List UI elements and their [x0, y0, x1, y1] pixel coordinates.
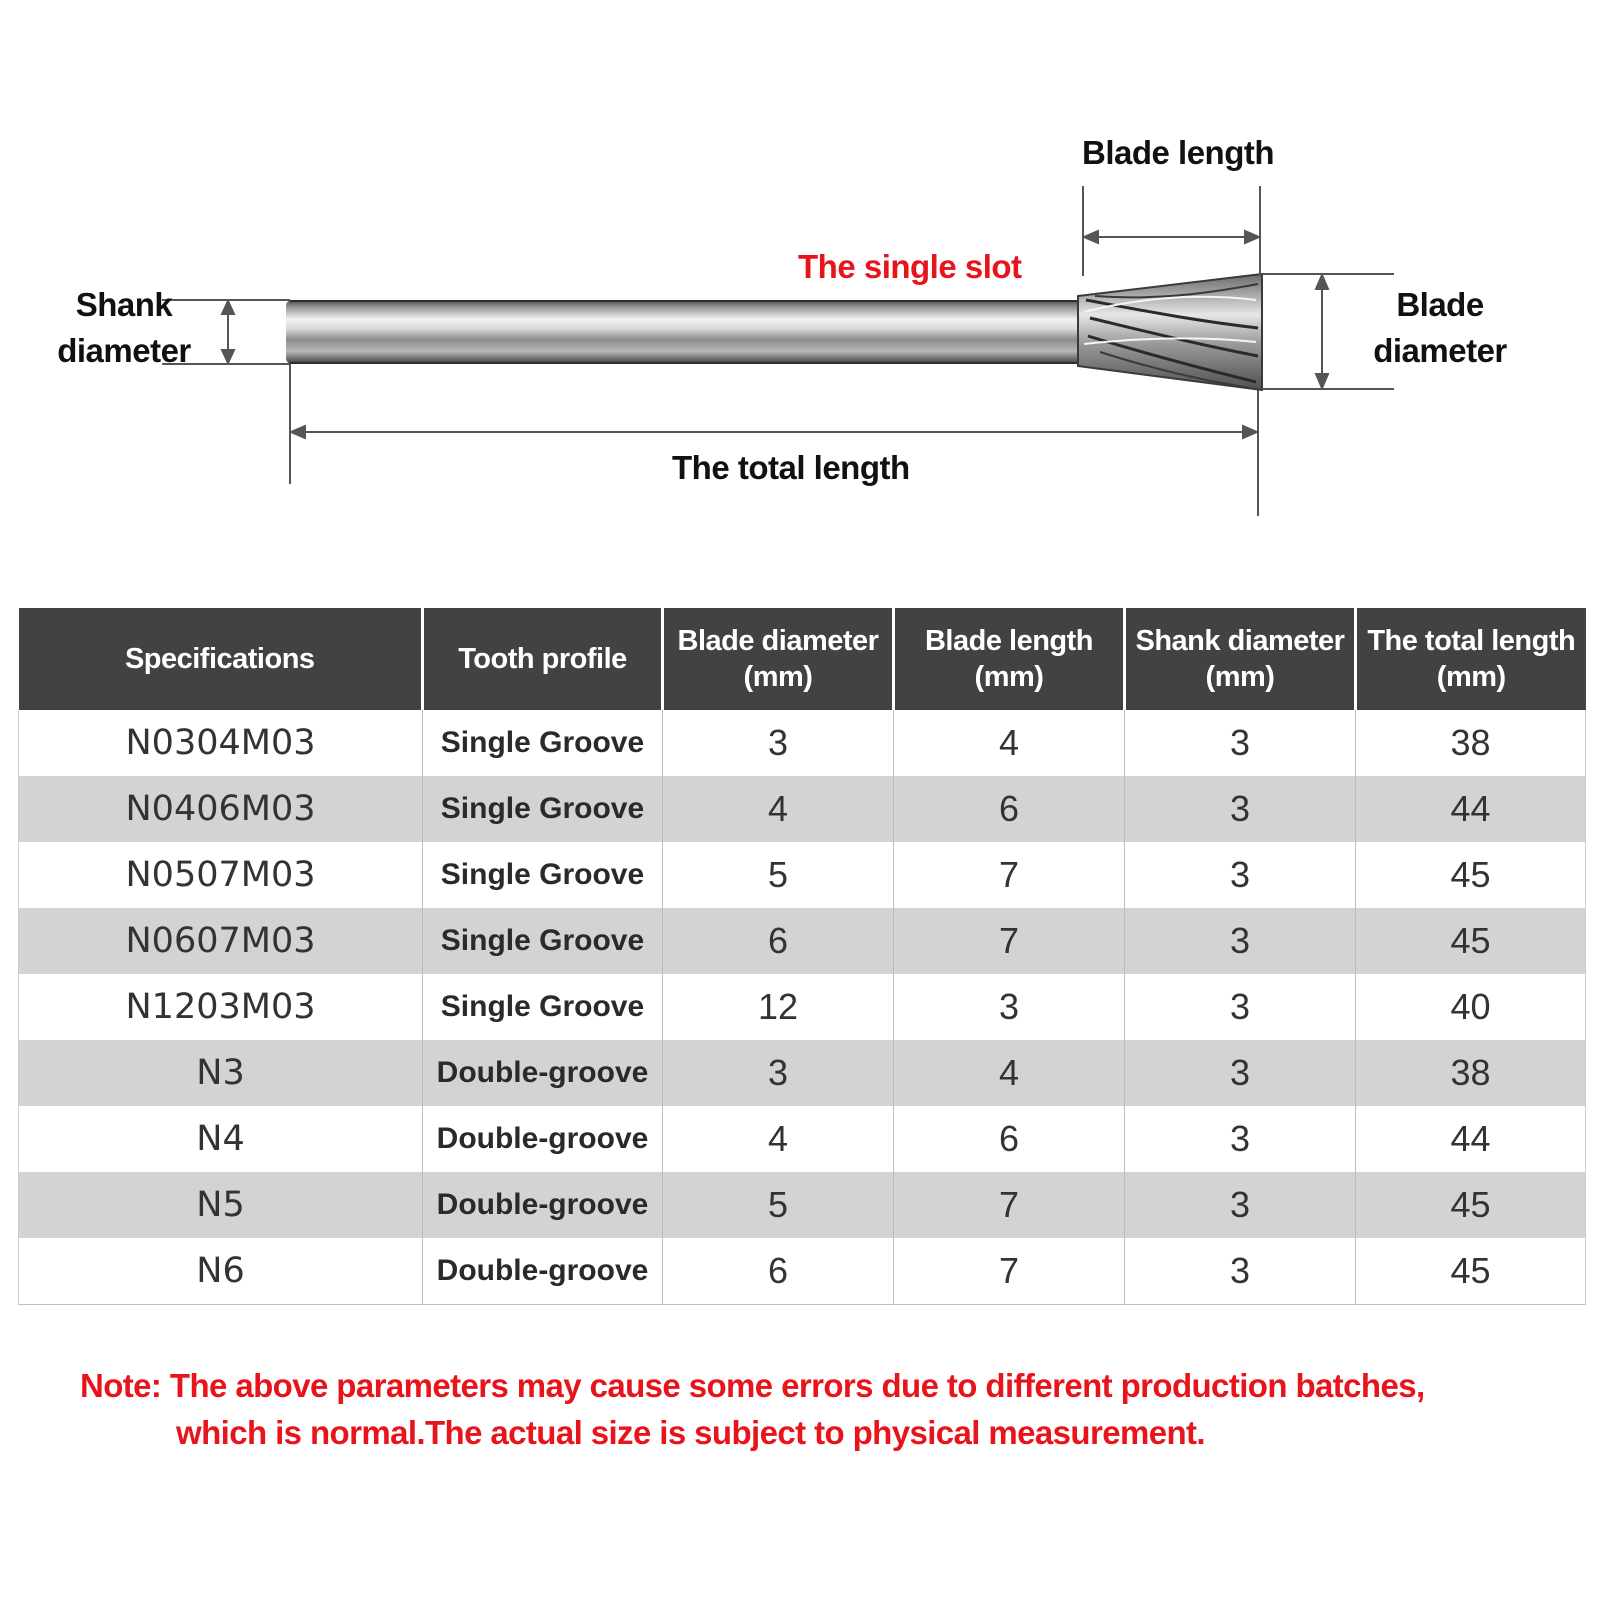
- cell-blade-length: 7: [894, 842, 1125, 908]
- note-line-1: Note: The above parameters may cause some errors due to different production batches,: [80, 1367, 1425, 1404]
- cell-tooth-profile: Double-groove: [423, 1040, 663, 1106]
- cell-tooth-profile: Single Groove: [423, 776, 663, 842]
- cell-blade-length: 3: [894, 974, 1125, 1040]
- cell-blade-diameter: 4: [663, 1106, 894, 1172]
- table-row: [19, 1106, 1586, 1172]
- table-row: [19, 710, 1586, 776]
- cell-shank-diameter: 3: [1125, 1238, 1356, 1305]
- cell-shank-diameter: 3: [1125, 1040, 1356, 1106]
- cell-blade-diameter: 4: [663, 776, 894, 842]
- table-row: [19, 842, 1586, 908]
- cell-tooth-profile: Double-groove: [423, 1106, 663, 1172]
- table-row: [19, 974, 1586, 1040]
- cell-total-length: 44: [1356, 1106, 1586, 1172]
- cell-total-length: 38: [1356, 710, 1586, 776]
- cell-shank-diameter: 3: [1125, 776, 1356, 842]
- cell-specification: N0304M03: [19, 710, 423, 776]
- cell-tooth-profile: Single Groove: [423, 974, 663, 1040]
- cell-tooth-profile: Double-groove: [423, 1238, 663, 1305]
- cell-blade-diameter: 3: [663, 1040, 894, 1106]
- cell-blade-length: 7: [894, 908, 1125, 974]
- cell-blade-length: 7: [894, 1172, 1125, 1238]
- cell-blade-length: 4: [894, 710, 1125, 776]
- cell-blade-length: 6: [894, 1106, 1125, 1172]
- cell-shank-diameter: 3: [1125, 842, 1356, 908]
- table-row: [19, 776, 1586, 842]
- cutting-head: [1078, 274, 1262, 390]
- disclaimer-note: [80, 1362, 1560, 1456]
- cell-blade-diameter: 5: [663, 1172, 894, 1238]
- header-tooth-profile: Tooth profile: [423, 608, 663, 710]
- cell-specification: N0607M03: [19, 908, 423, 974]
- cell-total-length: 45: [1356, 1172, 1586, 1238]
- cell-blade-diameter: 3: [663, 710, 894, 776]
- cell-tooth-profile: Single Groove: [423, 842, 663, 908]
- cell-shank-diameter: 3: [1125, 1106, 1356, 1172]
- cell-blade-length: 4: [894, 1040, 1125, 1106]
- header-shank-diameter: Shank diameter (mm): [1125, 608, 1356, 710]
- cell-total-length: 44: [1356, 776, 1586, 842]
- cell-total-length: 45: [1356, 908, 1586, 974]
- cell-specification: N5: [19, 1172, 423, 1238]
- blade-length-label: Blade length: [1082, 134, 1275, 171]
- cell-blade-diameter: 12: [663, 974, 894, 1040]
- cell-blade-diameter: 6: [663, 1238, 894, 1305]
- cell-total-length: 45: [1356, 1238, 1586, 1305]
- cell-specification: N1203M03: [19, 974, 423, 1040]
- shank: [286, 300, 1082, 364]
- tool-dimension-diagram: [0, 0, 1600, 560]
- table-row: [19, 908, 1586, 974]
- table-row: [19, 1172, 1586, 1238]
- cell-total-length: 38: [1356, 1040, 1586, 1106]
- cell-total-length: 40: [1356, 974, 1586, 1040]
- cell-shank-diameter: 3: [1125, 1172, 1356, 1238]
- cell-tooth-profile: Single Groove: [423, 908, 663, 974]
- table-row: [19, 1238, 1586, 1305]
- cell-specification: N0406M03: [19, 776, 423, 842]
- cell-shank-diameter: 3: [1125, 908, 1356, 974]
- cell-specification: N0507M03: [19, 842, 423, 908]
- cell-shank-diameter: 3: [1125, 710, 1356, 776]
- cell-blade-length: 6: [894, 776, 1125, 842]
- header-blade-length: Blade length (mm): [894, 608, 1125, 710]
- cell-specification: N4: [19, 1106, 423, 1172]
- cell-total-length: 45: [1356, 842, 1586, 908]
- cell-shank-diameter: 3: [1125, 974, 1356, 1040]
- single-slot-label: The single slot: [798, 248, 1022, 285]
- cell-blade-diameter: 6: [663, 908, 894, 974]
- cell-blade-length: 7: [894, 1238, 1125, 1305]
- cell-tooth-profile: Single Groove: [423, 710, 663, 776]
- header-specifications: Specifications: [19, 608, 423, 710]
- specifications-table: [18, 608, 1586, 1305]
- header-total-length: The total length (mm): [1356, 608, 1586, 710]
- cell-blade-diameter: 5: [663, 842, 894, 908]
- table-row: [19, 1040, 1586, 1106]
- shank-diameter-label: Shank diameter: [57, 286, 191, 369]
- blade-diameter-label: Blade diameter: [1373, 286, 1507, 369]
- note-line-2: which is normal.The actual size is subject to physical measurement.: [176, 1414, 1205, 1451]
- header-blade-diameter: Blade diameter (mm): [663, 608, 894, 710]
- table-header-row: [19, 608, 1586, 710]
- total-length-label: The total length: [672, 449, 910, 486]
- cell-specification: N6: [19, 1238, 423, 1305]
- cell-specification: N3: [19, 1040, 423, 1106]
- cell-tooth-profile: Double-groove: [423, 1172, 663, 1238]
